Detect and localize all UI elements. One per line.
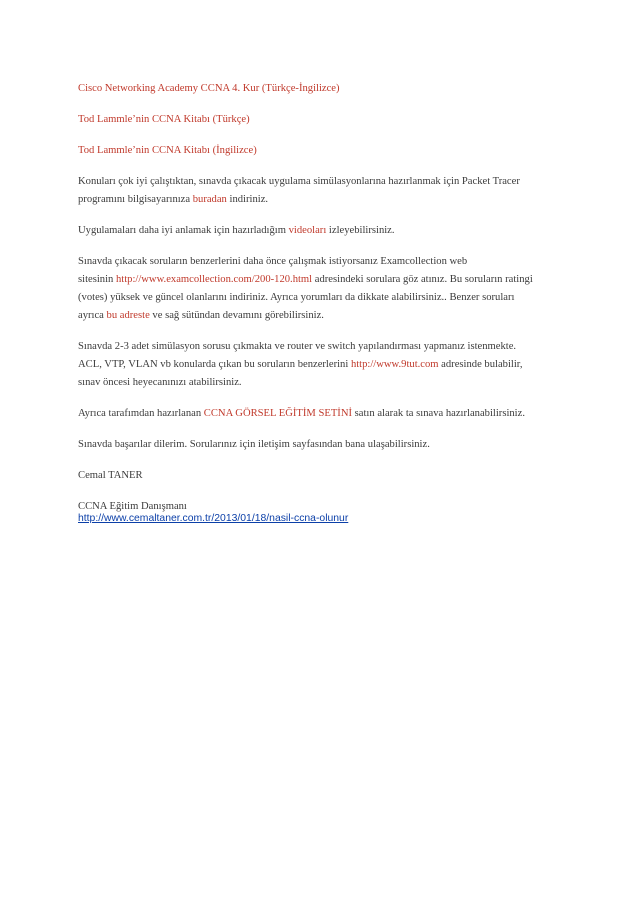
link-lammle-turkish[interactable]: Tod Lammle’nin CCNA Kitabı (Türkçe) [78,114,250,125]
sim-line-2-text-end: adresinde bulabilir, [438,359,523,370]
exam-line-3: (votes) yüksek ve güncel olanlarını indiriniz. Ayrıca yorumları da dikkate alabilirsiniz.. Benzer soruları [78,292,515,303]
link-bu-adreste[interactable]: bu adreste [106,310,150,321]
packet-tracer-text: programını bilgisayarınıza [78,194,193,205]
link-footer-url[interactable]: http://www.cemaltaner.com.tr/2013/01/18/nasil-ccna-olunur [78,513,349,524]
packet-tracer-line-2 [78,191,578,209]
link-lammle-english[interactable]: Tod Lammle’nin CCNA Kitabı (İngilizce) [78,145,257,156]
link-9tut[interactable]: http://www.9tut.com [350,359,439,370]
exam-line-4 [78,307,578,325]
training-set-text-end: satın alarak ta sınava hazırlanabilirsiniz. [352,408,525,419]
paragraph-cisco-link [78,80,578,98]
sim-line-2 [78,356,578,374]
videos-text: Uygulamaları daha iyi anlamak için hazırladığım [78,225,289,236]
document-body [78,80,578,529]
paragraph-packet-tracer [78,173,578,209]
sim-line-1: Sınavda 2-3 adet simülasyon sorusu çıkmakta ve router ve switch yapılandırması yapmanız istenmekte. [78,341,517,352]
link-videos[interactable]: videoları [288,225,327,236]
link-cisco-academy[interactable]: Cisco Networking Academy CCNA 4. Kur (Türkçe-İngilizce) [78,83,340,94]
packet-tracer-text-end: indiriniz. [226,194,269,205]
exam-line-2 [78,271,578,289]
exam-line-1: Sınavda çıkacak soruların benzerlerini daha önce çalışmak istiyorsanız Examcollection web [78,256,468,267]
paragraph-lammle-en-link [78,142,578,160]
paragraph-success: Sınavda başarılar dilerim. Sorularınız için iletişim sayfasından bana ulaşabilirsiniz. [78,439,430,450]
videos-text-end: izleyebilirsiniz. [326,225,395,236]
training-set-text: Ayrıca tarafımdan hazırlanan [78,408,204,419]
exam-line-4-text-end: ve sağ sütündan devamını görebilirsiniz. [149,310,324,321]
paragraph-lammle-tr-link [78,111,578,129]
paragraph-training-set [78,405,578,423]
exam-line-4-text: ayrıca [78,310,107,321]
paragraph-examcollection [78,253,578,325]
paragraph-simulation [78,338,578,392]
packet-tracer-line-1: Konuları çok iyi çalıştıktan, sınavda çıkacak uygulama simülasyonlarına hazırlanmak için Packet Tracer [78,176,520,187]
paragraph-videos [78,222,578,240]
sim-line-3: sınav öncesi heyecanınızı atabilirsiniz. [78,377,242,388]
exam-line-2-text: sitesinin [78,274,116,285]
exam-line-2-text-end: adresindeki sorulara göz atınız. Bu soruların ratingi [312,274,533,285]
link-ccna-training-set[interactable]: CCNA GÖRSEL EĞİTİM SETİNİ [203,408,353,419]
signature-title: CCNA Eğitim Danışmanı [78,501,187,512]
sim-line-2-text: ACL, VTP, VLAN vb konularda çıkan bu soruların benzerlerini [78,359,351,370]
link-packet-tracer-download[interactable]: buradan [192,194,227,205]
signature-name: Cemal TANER [78,470,143,481]
link-examcollection[interactable]: http://www.examcollection.com/200-120.html [115,274,313,285]
